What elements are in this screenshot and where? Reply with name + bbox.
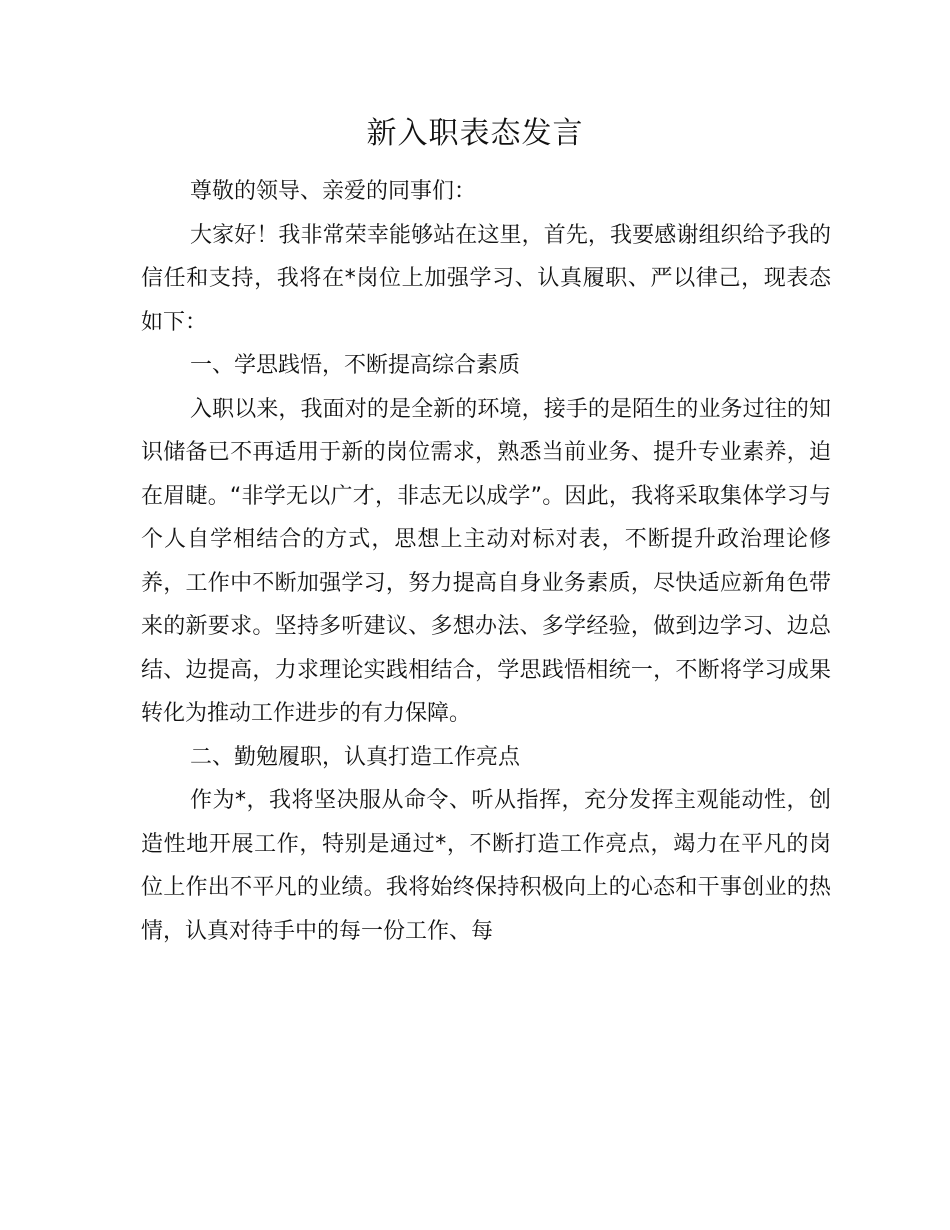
section-heading-2: 二、勤勉履职，认真打造工作亮点: [190, 744, 521, 770]
salutation-paragraph: 尊敬的领导、亲爱的同事们：: [190, 179, 477, 204]
section-2-paragraph: 作为*，我将坚决服从命令、听从指挥，充分发挥主观能动性，创造性地开展工作，特别是通过*，不断打造工作亮点，竭力在平凡的岗位上作出不平凡的业绩。我将始终保持积极向上的心态和干事创业的热情，认真对待手中的每一份工作、每: [141, 788, 831, 944]
document-title: 新入职表态发言: [366, 116, 584, 151]
document-body: [141, 170, 831, 953]
section-heading-1: 一、学思践悟，不断提高综合素质: [190, 353, 521, 378]
intro-paragraph: 大家好！我非常荣幸能够站在这里，首先，我要感谢组织给予我的信任和支持，我将在*岗位上加强学习、认真履职、严以律己，现表态如下：: [141, 222, 831, 335]
section-1-paragraph: 入职以来，我面对的是全新的环境，接手的是陌生的业务过往的知识储备已不再适用于新的岗位需求，熟悉当前业务、提升专业素养，迫在眉睫。“非学无以广才，非志无以成学”。因此，我将采取集体学习与个人自学相结合的方式，思想上主动对标对表，不断提升政治理论修养，工作中不断加强学习，努力提高自身业务素质，尽快适应新角色带来的新要求。坚持多听建议、多想办法、多学经验，做到边学习、边总结、边提高，力求理论实践相结合，学思践悟相统一，不断将学习成果转化为推动工作进步的有力保障。: [141, 396, 831, 726]
